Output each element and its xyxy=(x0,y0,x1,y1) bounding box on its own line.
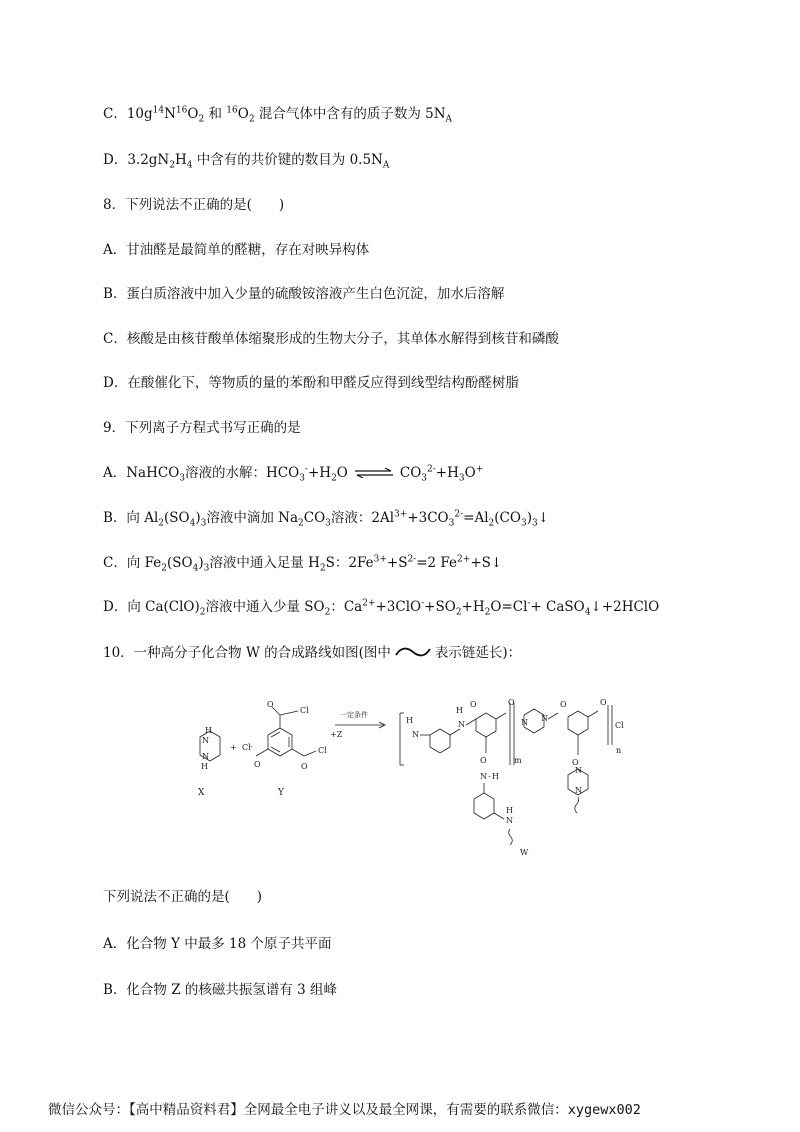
svg-text:Y: Y xyxy=(278,788,284,798)
svg-text:H: H xyxy=(506,806,513,815)
svg-text:-: - xyxy=(250,742,253,751)
q8-option-a: A．甘油醛是最简单的醛糖，存在对映异构体 xyxy=(103,242,370,258)
svg-text:N: N xyxy=(458,720,465,729)
svg-text:N: N xyxy=(541,714,548,723)
svg-text:X: X xyxy=(198,788,205,798)
q8-option-c: C．核酸是由核苷酸单体缩聚形成的生物大分子，其单体水解得到核苷和磷酸 xyxy=(103,331,559,347)
footer-watermark: 微信公众号：【高中精品资料君】全网最全电子讲义以及最全网课，有需要的联系微信：xygewx002 xyxy=(48,1102,641,1118)
svg-text:O: O xyxy=(600,698,607,707)
q9-option-c: C．向 $Fe_2(SO_4)_3$溶液中通入足量 $H_2S$：$2Fe^{3+}+S^{2-}=2$ $Fe^{2+}+S↓$ xyxy=(103,554,503,574)
q8-option-d: D．在酸催化下，等物质的量的苯酚和甲醛反应得到线型结构酚醛树脂 xyxy=(103,375,519,391)
svg-text:Cl: Cl xyxy=(242,743,251,752)
svg-text:H: H xyxy=(492,772,499,781)
equilibrium-arrow-icon xyxy=(354,464,394,484)
q9-option-d: D．向 $Ca(ClO)_2$溶液中通入少量 $SO_2$：$Ca^{2+}+3ClO^-+SO_2+H_2O=Cl^-+$ CaSO$_4$↓+2HClO xyxy=(103,598,660,618)
svg-text:N: N xyxy=(575,766,582,775)
reaction-arrow xyxy=(330,710,385,739)
svg-text:O: O xyxy=(480,756,487,765)
svg-text:+Z: +Z xyxy=(330,730,343,739)
synthesis-route-diagram xyxy=(180,695,640,865)
svg-text:-: - xyxy=(488,772,491,781)
svg-text:Cl: Cl xyxy=(318,746,327,755)
svg-text:H: H xyxy=(406,716,413,725)
q10-follow-stem: 下列说法不正确的是( ) xyxy=(103,889,263,905)
wavy-chain-icon xyxy=(395,644,431,664)
svg-text:N: N xyxy=(412,730,419,739)
q9-stem: 9．下列离子方程式书写正确的是 xyxy=(103,420,301,436)
svg-text:O: O xyxy=(560,700,567,709)
svg-text:O: O xyxy=(470,700,477,709)
q9-option-a: A．NaHCO$_3$溶液的水解：$HCO_3^-+H_2O$ $CO_3^{2-}+H_3O^+$ xyxy=(103,464,484,484)
svg-text:O: O xyxy=(267,700,274,709)
q7-option-c: C．$10g^{14}N^{16}O_2$ 和 $^{16}O_2$ 混合气体中含有的质子数为 $5N_A$ xyxy=(103,105,453,125)
svg-text:H: H xyxy=(456,706,463,715)
svg-text:N: N xyxy=(202,736,209,745)
svg-text:n: n xyxy=(616,746,622,755)
svg-text:m: m xyxy=(514,756,522,765)
svg-text:O: O xyxy=(301,762,308,771)
svg-text:N: N xyxy=(521,718,528,727)
q10-option-b: B．化合物 Z 的核磁共振氢谱有 3 组峰 xyxy=(103,982,338,998)
svg-text:Cl: Cl xyxy=(300,706,309,715)
svg-text:Cl: Cl xyxy=(615,721,624,730)
q7-option-d: D．$3.2gN_2H_4$ 中含有的共价键的数目为 $0.5N_A$ xyxy=(103,152,390,171)
q10-stem: 10．一种高分子化合物 W 的合成路线如图(图中 表示链延长)： xyxy=(103,643,521,664)
svg-text:N: N xyxy=(480,772,487,781)
q8-stem: 8．下列说法不正确的是( ) xyxy=(103,197,285,213)
svg-text:N: N xyxy=(575,786,582,795)
svg-text:一定条件: 一定条件 xyxy=(340,711,368,719)
compound-y-structure xyxy=(242,700,327,798)
q10-option-a: A．化合物 Y 中最多 18 个原子共平面 xyxy=(103,936,332,952)
svg-text:H: H xyxy=(201,762,208,771)
q9-option-b: B．向 $Al_2(SO_4)_3$溶液中滴加 $Na_2CO_3$溶液：$2Al^{3+}+3CO_3^{2-}=Al_2(CO_3)_3↓$ xyxy=(103,509,550,529)
svg-text:+: + xyxy=(230,743,237,752)
svg-text:O: O xyxy=(508,698,515,707)
compound-w-structure xyxy=(400,698,624,857)
svg-text:O: O xyxy=(254,760,261,769)
svg-text:W: W xyxy=(520,848,529,857)
svg-text:H: H xyxy=(205,726,212,735)
svg-text:N: N xyxy=(202,752,209,761)
compound-x-structure xyxy=(198,726,237,798)
q8-option-b: B．蛋白质溶液中加入少量的硫酸铵溶液产生白色沉淀，加水后溶解 xyxy=(103,286,505,302)
svg-text:O: O xyxy=(572,758,579,767)
svg-text:N: N xyxy=(506,816,513,825)
